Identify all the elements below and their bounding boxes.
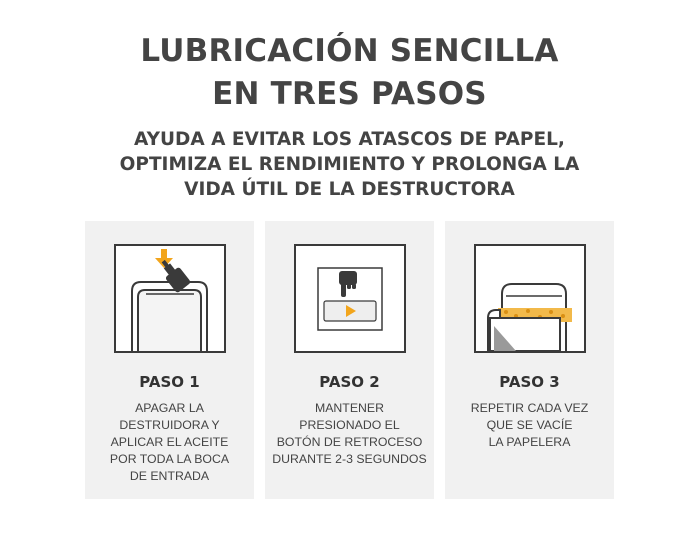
step-1-label: PASO 1	[139, 373, 200, 391]
title-line-2: EN TRES PASOS	[212, 76, 487, 112]
page-subtitle	[0, 127, 699, 202]
subtitle-line-1: AYUDA A EVITAR LOS ATASCOS DE PAPEL,	[134, 129, 565, 150]
step-card-3	[445, 221, 614, 499]
step-2-description	[265, 400, 434, 468]
step-3-illustration	[474, 244, 586, 353]
hand-press-reverse-button-icon	[296, 246, 404, 351]
step-2-label: PASO 2	[319, 373, 380, 391]
step-2-illustration	[294, 244, 406, 353]
step-2-line: BOTÓN DE RETROCESO	[276, 435, 423, 449]
title-line-1: LUBRICACIÓN SENCILLA	[140, 33, 559, 69]
subtitle-line-2: OPTIMIZA EL RENDIMIENTO Y PROLONGA LA	[119, 154, 580, 175]
step-1-line: DESTRUIDORA Y	[119, 418, 220, 432]
step-1-line: POR TODA LA BOCA	[109, 452, 230, 466]
step-1-line: DE ENTRADA	[129, 469, 210, 483]
step-2-line: MANTENER	[314, 401, 384, 415]
step-3-line: LA PAPELERA	[488, 435, 571, 449]
step-2-line: DURANTE 2-3 SEGUNDOS	[272, 452, 427, 466]
step-1-line: APAGAR LA	[135, 401, 204, 415]
page-title	[0, 30, 699, 116]
step-1-line: APLICAR EL ACEITE	[110, 435, 229, 449]
oil-bottle-on-shredder-icon	[116, 246, 224, 351]
subtitle-line-3: VIDA ÚTIL DE LA DESTRUCTORA	[184, 179, 515, 200]
step-1-illustration	[114, 244, 226, 353]
step-card-2	[265, 221, 434, 499]
step-1-description	[85, 400, 254, 485]
step-3-description	[445, 400, 614, 451]
step-3-label: PASO 3	[499, 373, 560, 391]
step-2-line: PRESIONADO EL	[299, 418, 400, 432]
step-3-line: QUE SE VACÍE	[486, 418, 573, 432]
step-3-line: REPETIR CADA VEZ	[470, 401, 589, 415]
step-card-1	[85, 221, 254, 499]
empty-bin-icon	[476, 246, 584, 351]
